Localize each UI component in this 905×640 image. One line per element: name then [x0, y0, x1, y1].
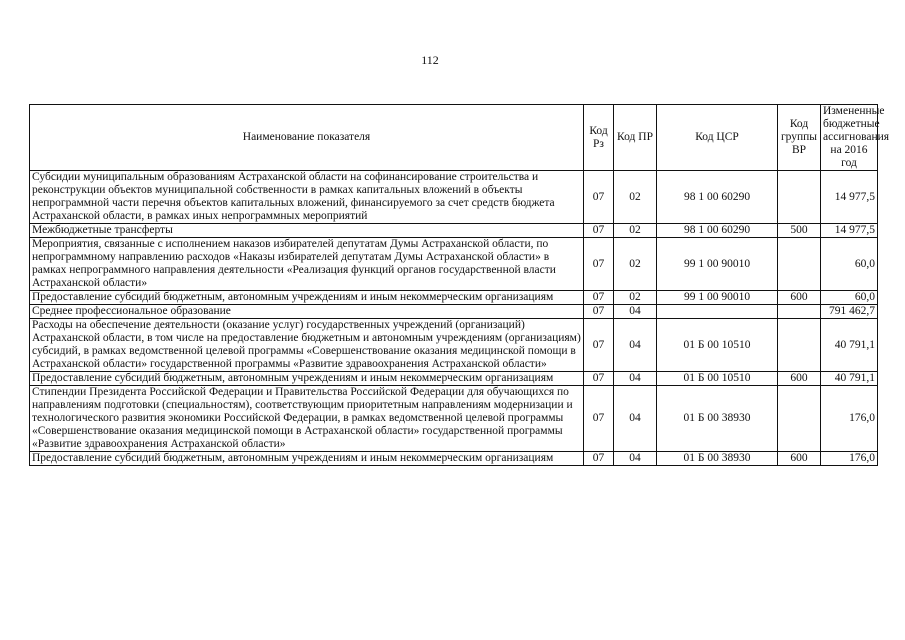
row-vr: 500: [778, 224, 821, 238]
column-header-pr: Код ПР: [614, 105, 657, 171]
row-csr: 01 Б 00 38930: [657, 452, 778, 466]
table-row: [30, 372, 878, 386]
row-csr: 01 Б 00 10510: [657, 319, 778, 372]
row-amount: 40 791,1: [821, 372, 878, 386]
row-pr: 04: [614, 305, 657, 319]
row-csr: 01 Б 00 38930: [657, 386, 778, 452]
row-csr: [657, 305, 778, 319]
row-pr: 02: [614, 224, 657, 238]
row-amount: 791 462,7: [821, 305, 878, 319]
row-name: Предоставление субсидий бюджетным, автономным учреждениям и иным некоммерческим организациям: [30, 372, 584, 386]
row-pr: 04: [614, 386, 657, 452]
row-pr: 02: [614, 171, 657, 224]
row-vr: 600: [778, 291, 821, 305]
row-csr: 01 Б 00 10510: [657, 372, 778, 386]
table-row: [30, 386, 878, 452]
row-vr: [778, 171, 821, 224]
row-rz: 07: [584, 386, 614, 452]
row-name: Субсидии муниципальным образованиям Астраханской области на софинансирование строительства и реконструкции объектов муниципальной собственности в рамках капитальных вложений в объекты непрограммной части перечня объектов капитальных вложений, финансируемого за счет средств бюджета Астраханской области, в рамках иных непрограммных мероприятий: [30, 171, 584, 224]
row-name: Межбюджетные трансферты: [30, 224, 584, 238]
row-rz: 07: [584, 305, 614, 319]
row-amount: 60,0: [821, 238, 878, 291]
row-rz: 07: [584, 452, 614, 466]
column-header-csr: Код ЦСР: [657, 105, 778, 171]
row-csr: 98 1 00 60290: [657, 224, 778, 238]
row-vr: 600: [778, 452, 821, 466]
row-name: Среднее профессиональное образование: [30, 305, 584, 319]
row-vr: [778, 305, 821, 319]
table-row: [30, 319, 878, 372]
row-amount: 176,0: [821, 386, 878, 452]
row-pr: 04: [614, 319, 657, 372]
row-name: Мероприятия, связанные с исполнением наказов избирателей депутатам Думы Астраханской области, по непрограммному направлению расходов «Наказы избирателей депутатам Думы Астраханской области» в рамках непрограммного направления деятельности «Реализация функций органов государственной власти Астраханской области»: [30, 238, 584, 291]
row-csr: 99 1 00 90010: [657, 291, 778, 305]
row-rz: 07: [584, 319, 614, 372]
row-pr: 02: [614, 238, 657, 291]
column-header-amount: Измененные бюджетные ассигнования на 2016 год: [821, 105, 878, 171]
row-rz: 07: [584, 238, 614, 291]
row-vr: [778, 319, 821, 372]
row-amount: 40 791,1: [821, 319, 878, 372]
row-vr: [778, 386, 821, 452]
row-amount: 14 977,5: [821, 224, 878, 238]
column-header-name: Наименование показателя: [30, 105, 584, 171]
table-row: [30, 171, 878, 224]
row-name: Расходы на обеспечение деятельности (оказание услуг) государственных учреждений (организаций) Астраханской области, в том числе на предоставление бюджетным и автономным учреждениям (организациям) субсидий, в рамках ведомственной целевой программы «Совершенствование оказания медицинской помощи в Астраханской области» государственной программы «Развитие здравоохранения Астраханской области»: [30, 319, 584, 372]
row-name: Предоставление субсидий бюджетным, автономным учреждениям и иным некоммерческим организациям: [30, 291, 584, 305]
row-rz: 07: [584, 224, 614, 238]
table-row: [30, 238, 878, 291]
table-row: [30, 291, 878, 305]
row-name: Предоставление субсидий бюджетным, автономным учреждениям и иным некоммерческим организациям: [30, 452, 584, 466]
table-row: [30, 224, 878, 238]
row-rz: 07: [584, 171, 614, 224]
column-header-rz: Код Рз: [584, 105, 614, 171]
header-row: [30, 105, 878, 171]
row-rz: 07: [584, 372, 614, 386]
row-pr: 02: [614, 291, 657, 305]
row-amount: 176,0: [821, 452, 878, 466]
table-row: [30, 452, 878, 466]
row-csr: 99 1 00 90010: [657, 238, 778, 291]
row-rz: 07: [584, 291, 614, 305]
row-pr: 04: [614, 372, 657, 386]
row-amount: 60,0: [821, 291, 878, 305]
row-pr: 04: [614, 452, 657, 466]
table-row: [30, 305, 878, 319]
row-vr: [778, 238, 821, 291]
row-vr: 600: [778, 372, 821, 386]
budget-table: [29, 104, 890, 466]
row-amount: 14 977,5: [821, 171, 878, 224]
row-csr: 98 1 00 60290: [657, 171, 778, 224]
row-name: Стипендии Президента Российской Федерации и Правительства Российской Федерации для обучающихся по направлениям подготовки (специальностям), соответствующим приоритетным направлениям модернизации и технологического развития экономики Российской Федерации, в рамках ведомственной целевой программы «Совершенствование оказания медицинской помощи в Астраханской области» государственной программы «Развитие здравоохранения Астраханской области»: [30, 386, 584, 452]
column-header-vr: Код группы ВР: [778, 105, 821, 171]
page-number: 112: [421, 53, 439, 67]
